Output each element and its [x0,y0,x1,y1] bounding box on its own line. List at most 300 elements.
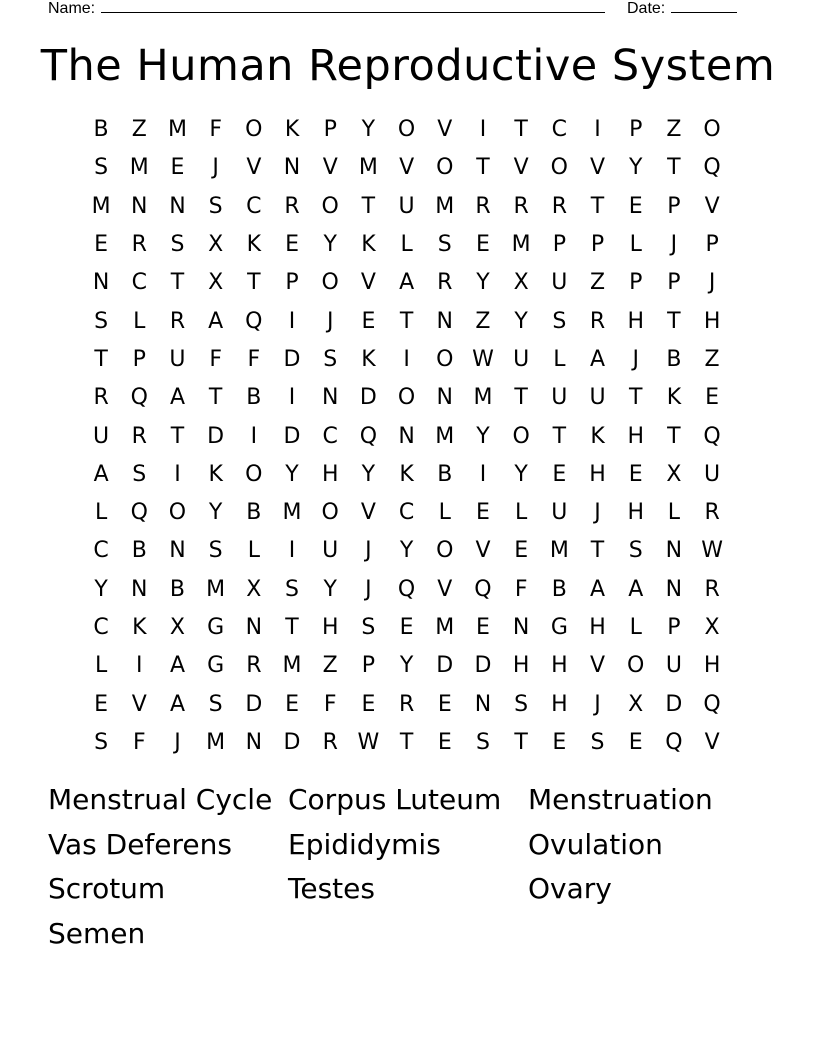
grid-letter[interactable]: Y [476,270,490,296]
grid-letter[interactable]: E [361,691,376,717]
grid-letter[interactable]: A [208,308,224,334]
grid-letter[interactable]: E [705,385,720,411]
grid-letter[interactable]: J [365,538,372,564]
grid-letter[interactable]: E [170,155,185,181]
grid-letter[interactable]: F [323,691,337,717]
grid-letter[interactable]: F [209,346,222,372]
grid-letter[interactable]: P [667,270,681,296]
grid-letter[interactable]: O [168,500,187,526]
grid-letter[interactable]: R [704,500,720,526]
grid-letter[interactable]: N [131,576,148,602]
grid-letter[interactable]: Z [589,270,606,296]
grid-letter[interactable]: O [321,500,339,526]
grid-letter[interactable]: X [208,232,224,258]
grid-letter[interactable]: R [551,193,567,219]
grid-letter[interactable]: U [589,385,606,411]
grid-letter[interactable]: E [476,615,490,640]
grid-letter[interactable]: M [206,729,226,755]
grid-letter[interactable]: Z [131,117,147,143]
grid-letter[interactable]: U [513,346,530,372]
grid-letter[interactable]: V [475,538,491,564]
grid-letter[interactable]: L [400,232,413,258]
grid-letter[interactable]: Q [245,308,263,334]
grid-letter[interactable]: E [628,193,643,219]
grid-letter[interactable]: I [136,653,143,679]
grid-letter[interactable]: F [132,729,146,755]
grid-letter[interactable]: E [285,232,299,258]
grid-letter[interactable]: I [479,117,487,143]
grid-letter[interactable]: I [250,423,258,449]
grid-letter[interactable]: Y [361,117,376,143]
grid-letter[interactable]: Z [475,308,491,334]
grid-letter[interactable]: O [321,270,339,296]
grid-letter[interactable]: P [667,615,681,640]
grid-letter[interactable]: T [285,615,299,640]
grid-letter[interactable]: Y [399,538,414,564]
grid-letter[interactable]: D [283,346,301,372]
grid-letter[interactable]: N [131,193,148,219]
grid-letter[interactable]: K [246,232,262,258]
grid-letter[interactable]: M [167,117,187,143]
grid-letter[interactable]: Q [474,576,492,602]
grid-letter[interactable]: O [627,653,645,679]
grid-letter[interactable]: V [322,155,338,181]
grid-letter[interactable]: D [474,653,492,679]
grid-letter[interactable]: N [169,193,186,219]
grid-letter[interactable]: K [361,232,376,258]
grid-letter[interactable]: I [288,538,296,564]
grid-letter[interactable]: R [398,691,415,717]
grid-letter[interactable]: T [361,193,376,219]
grid-letter[interactable]: S [361,615,376,640]
grid-letter[interactable]: M [282,500,302,526]
grid-letter[interactable]: V [131,691,147,717]
grid-letter[interactable]: B [246,385,262,411]
grid-letter[interactable]: J [670,232,678,258]
grid-letter[interactable]: Y [399,653,414,679]
grid-letter[interactable]: Y [514,308,528,334]
grid-letter[interactable]: I [288,385,296,411]
grid-letter[interactable]: V [399,155,415,181]
grid-letter[interactable]: Y [285,461,299,487]
grid-letter[interactable]: M [129,155,149,181]
grid-letter[interactable]: D [207,423,225,449]
grid-letter[interactable]: O [436,538,454,564]
grid-letter[interactable]: N [245,615,263,640]
grid-letter[interactable]: J [326,308,334,334]
grid-letter[interactable]: N [321,385,339,411]
grid-letter[interactable]: U [551,270,568,296]
grid-letter[interactable]: R [131,232,147,258]
grid-letter[interactable]: S [323,346,338,372]
grid-letter[interactable]: I [174,461,181,487]
grid-letter[interactable]: U [322,538,339,564]
grid-letter[interactable]: X [628,691,644,717]
grid-letter[interactable]: F [209,117,222,143]
grid-letter[interactable]: R [93,385,109,411]
grid-letter[interactable]: O [321,193,339,219]
grid-letter[interactable]: H [589,615,606,640]
grid-letter[interactable]: T [514,117,528,143]
grid-letter[interactable]: U [93,423,110,449]
grid-letter[interactable]: A [169,385,185,411]
grid-letter[interactable]: Y [514,461,528,487]
grid-letter[interactable]: G [550,615,568,640]
grid-letter[interactable]: V [437,576,453,602]
grid-letter[interactable]: T [399,729,414,755]
grid-letter[interactable]: V [437,117,453,143]
grid-letter[interactable]: Q [359,423,378,449]
grid-letter[interactable]: Q [703,691,721,717]
grid-letter[interactable]: Q [130,500,148,526]
grid-letter[interactable]: O [436,155,454,181]
grid-letter[interactable]: R [284,193,300,219]
grid-letter[interactable]: B [551,576,567,602]
grid-letter[interactable]: Q [703,423,721,449]
grid-letter[interactable]: T [514,385,528,411]
grid-letter[interactable]: S [208,538,223,564]
grid-letter[interactable]: V [704,729,720,755]
grid-letter[interactable]: V [513,155,529,181]
grid-letter[interactable]: Z [322,653,338,679]
grid-letter[interactable]: S [514,691,529,717]
grid-letter[interactable]: S [552,308,567,334]
grid-letter[interactable]: Y [323,232,337,258]
grid-letter[interactable]: K [208,461,223,487]
grid-letter[interactable]: L [629,615,642,640]
grid-letter[interactable]: O [703,117,721,143]
grid-letter[interactable]: L [553,346,566,372]
grid-letter[interactable]: W [701,538,723,564]
grid-letter[interactable]: D [283,423,301,449]
grid-letter[interactable]: Z [704,346,720,372]
grid-letter[interactable]: J [594,500,601,526]
grid-letter[interactable]: S [208,691,223,717]
grid-letter[interactable]: Y [323,576,337,602]
grid-letter[interactable]: H [627,500,644,526]
grid-letter[interactable]: R [437,270,453,296]
word-bank-item: Semen [48,916,146,950]
grid-letter[interactable]: E [94,691,109,717]
grid-letter[interactable]: Y [476,423,490,449]
grid-letter[interactable]: A [590,576,606,602]
grid-letter[interactable]: K [361,346,376,372]
grid-letter[interactable]: R [589,308,606,334]
grid-letter[interactable]: I [594,117,601,143]
grid-letter[interactable]: Q [397,576,416,602]
grid-letter[interactable]: S [475,729,490,755]
grid-letter[interactable]: E [628,461,643,487]
grid-letter[interactable]: U [398,193,415,219]
grid-letter[interactable]: B [93,117,109,143]
grid-letter[interactable]: X [513,270,529,296]
grid-letter[interactable]: S [285,576,300,602]
grid-letter[interactable]: C [131,270,147,296]
grid-letter[interactable]: O [550,155,568,181]
grid-letter[interactable]: Y [94,576,108,602]
grid-letter[interactable]: S [590,729,605,755]
grid-letter[interactable]: W [472,346,494,372]
grid-letter[interactable]: K [666,385,682,411]
grid-letter[interactable]: G [207,615,225,640]
grid-letter[interactable]: T [667,423,681,449]
grid-letter[interactable]: T [628,385,643,411]
grid-letter[interactable]: C [93,538,109,564]
grid-letter[interactable]: Q [665,729,683,755]
grid-letter[interactable]: R [513,193,529,219]
grid-letter[interactable]: Z [666,117,682,143]
grid-letter[interactable]: H [703,653,721,679]
grid-letter[interactable]: T [667,155,681,181]
grid-letter[interactable]: Q [703,155,721,181]
grid-letter[interactable]: U [665,653,682,679]
grid-letter[interactable]: D [359,385,377,411]
grid-letter[interactable]: M [282,653,302,679]
grid-letter[interactable]: E [552,729,567,755]
grid-letter[interactable]: S [208,193,223,219]
grid-letter[interactable]: X [208,270,224,296]
grid-letter[interactable]: O [512,423,530,449]
grid-letter[interactable]: I [288,308,296,334]
grid-letter[interactable]: N [169,538,186,564]
grid-letter[interactable]: M [206,576,226,602]
grid-letter[interactable]: H [589,461,606,487]
grid-letter[interactable]: D [283,729,301,755]
grid-letter[interactable]: Y [208,500,223,526]
grid-letter[interactable]: P [667,193,681,219]
grid-letter[interactable]: C [551,117,568,143]
grid-letter[interactable]: L [629,232,642,258]
grid-letter[interactable]: R [322,729,338,755]
grid-letter[interactable]: C [246,193,262,219]
grid-letter[interactable]: O [397,117,416,143]
grid-letter[interactable]: H [703,308,721,334]
grid-letter[interactable]: V [704,193,720,219]
grid-letter[interactable]: E [514,538,529,564]
grid-letter[interactable]: B [666,346,682,372]
grid-letter[interactable]: T [514,729,528,755]
grid-letter[interactable]: J [365,576,372,602]
grid-letter[interactable]: Q [130,385,148,411]
grid-letter[interactable]: N [283,155,301,181]
grid-letter[interactable]: H [321,615,339,640]
grid-letter[interactable]: H [627,308,644,334]
grid-letter[interactable]: M [435,423,455,449]
grid-letter[interactable]: F [247,346,261,372]
grid-letter[interactable]: U [169,346,186,372]
grid-letter[interactable]: T [170,270,185,296]
grid-letter[interactable]: L [667,500,681,526]
grid-letter[interactable]: E [437,691,452,717]
grid-letter[interactable]: M [91,193,111,219]
grid-letter[interactable]: B [246,500,262,526]
grid-letter[interactable]: K [284,117,300,143]
grid-letter[interactable]: H [627,423,644,449]
grid-letter[interactable]: G [207,653,225,679]
grid-letter[interactable]: D [245,691,263,717]
grid-letter[interactable]: J [632,346,639,372]
grid-letter[interactable]: O [397,385,416,411]
grid-letter[interactable]: J [594,691,601,717]
grid-letter[interactable]: T [247,270,261,296]
grid-letter[interactable]: R [169,308,186,334]
grid-letter[interactable]: E [399,615,414,640]
grid-letter[interactable]: P [361,653,376,679]
grid-letter[interactable]: C [322,423,338,449]
grid-letter[interactable]: K [132,615,147,640]
word-bank-item: Vas Deferens [48,827,232,861]
grid-letter[interactable]: V [360,500,376,526]
grid-letter[interactable]: U [704,461,721,487]
grid-letter[interactable]: P [629,270,643,296]
grid-letter[interactable]: I [403,346,410,372]
grid-letter[interactable]: M [358,155,378,181]
grid-letter[interactable]: R [131,423,147,449]
grid-letter[interactable]: E [361,308,376,334]
grid-letter[interactable]: S [628,538,643,564]
grid-letter[interactable]: X [169,615,185,640]
grid-letter[interactable]: D [665,691,683,717]
grid-letter[interactable]: H [512,653,530,679]
grid-letter[interactable]: B [437,461,453,487]
grid-letter[interactable]: T [552,423,567,449]
grid-letter[interactable]: E [628,729,643,755]
grid-letter[interactable]: B [169,576,186,602]
grid-letter[interactable]: T [170,423,185,449]
grid-letter[interactable]: N [665,538,683,564]
grid-letter[interactable]: S [132,461,147,487]
grid-letter[interactable]: E [437,729,452,755]
grid-letter[interactable]: L [247,538,260,564]
grid-letter[interactable]: A [399,270,415,296]
grid-letter[interactable]: T [590,193,605,219]
grid-letter[interactable]: S [170,232,185,258]
grid-letter[interactable]: E [94,232,109,258]
grid-letter[interactable]: C [398,500,415,526]
grid-letter[interactable]: A [169,691,185,717]
grid-letter[interactable]: N [512,615,530,640]
grid-letter[interactable]: X [704,615,720,640]
grid-letter[interactable]: H [551,691,568,717]
page-title: The Human Reproductive System [40,41,776,91]
grid-letter[interactable]: T [94,346,108,372]
grid-letter[interactable]: M [473,385,493,411]
grid-letter[interactable]: N [474,691,492,717]
grid-letter[interactable]: J [174,729,181,755]
grid-letter[interactable]: N [665,576,683,602]
grid-letter[interactable]: V [590,653,606,679]
grid-letter[interactable]: N [436,385,454,411]
grid-letter[interactable]: V [590,155,606,181]
grid-letter[interactable]: U [551,385,568,411]
grid-letter[interactable]: T [208,385,223,411]
grid-letter[interactable]: A [628,576,644,602]
grid-letter[interactable]: O [436,346,454,372]
date-blank-line[interactable] [671,0,737,13]
grid-letter[interactable]: N [92,270,110,296]
grid-letter[interactable]: P [285,270,299,296]
grid-letter[interactable]: K [590,423,605,449]
grid-letter[interactable]: P [552,232,566,258]
grid-letter[interactable]: Y [361,461,376,487]
grid-letter[interactable]: A [93,461,109,487]
grid-letter[interactable]: P [629,117,643,143]
grid-letter[interactable]: T [476,155,490,181]
grid-letter[interactable]: E [476,232,490,258]
grid-letter[interactable]: S [94,308,109,334]
grid-letter[interactable]: T [590,538,605,564]
grid-letter[interactable]: O [245,117,263,143]
grid-letter[interactable]: L [94,653,108,679]
grid-letter[interactable]: K [399,461,414,487]
grid-letter[interactable]: H [551,653,568,679]
grid-letter[interactable]: W [357,729,380,755]
grid-letter[interactable]: L [438,500,451,526]
grid-letter[interactable]: V [360,270,376,296]
grid-letter[interactable]: X [246,576,262,602]
grid-letter[interactable]: Y [628,155,643,181]
grid-letter[interactable]: U [551,500,568,526]
grid-letter[interactable]: X [666,461,682,487]
grid-letter[interactable]: E [552,461,567,487]
grid-letter[interactable]: I [479,461,487,487]
grid-letter[interactable]: R [246,653,262,679]
grid-letter[interactable]: N [436,308,454,334]
grid-letter[interactable]: H [321,461,339,487]
grid-letter[interactable]: O [245,461,263,487]
grid-row [82,341,732,379]
grid-letter[interactable]: A [590,346,606,372]
word-bank-item: Epididymis [288,827,441,861]
grid-letter[interactable]: D [436,653,454,679]
grid-letter[interactable]: E [476,500,490,526]
name-blank-line[interactable] [101,0,605,13]
grid-letter[interactable]: S [94,155,109,181]
grid-letter[interactable]: S [94,729,109,755]
grid-letter[interactable]: J [212,155,219,181]
grid-letter[interactable]: P [323,117,337,143]
grid-letter[interactable]: T [399,308,414,334]
grid-letter[interactable]: M [435,615,455,640]
grid-letter[interactable]: B [131,538,147,564]
grid-letter[interactable]: L [94,500,108,526]
grid-letter[interactable]: P [590,232,605,258]
grid-letter[interactable]: P [705,232,719,258]
grid-letter[interactable]: N [398,423,415,449]
grid-letter[interactable]: N [245,729,263,755]
grid-row [82,417,732,455]
grid-letter[interactable]: R [704,576,720,602]
name-field [48,0,605,19]
grid-letter[interactable]: J [708,270,716,296]
grid-row [82,149,732,187]
grid-letter[interactable]: R [475,193,491,219]
grid-letter[interactable]: M [549,538,569,564]
grid-letter[interactable]: M [435,193,455,219]
grid-letter[interactable]: C [93,615,109,640]
grid-letter[interactable]: L [133,308,146,334]
grid-letter[interactable]: A [169,653,185,679]
date-field [627,0,737,19]
grid-letter[interactable]: L [515,500,528,526]
grid-letter[interactable]: F [514,576,528,602]
grid-letter[interactable]: V [246,155,262,181]
grid-letter[interactable]: E [285,691,299,717]
grid-letter[interactable]: M [511,232,531,258]
grid-letter[interactable]: P [132,346,146,372]
grid-letter[interactable]: S [437,232,452,258]
grid-letter[interactable]: T [667,308,681,334]
